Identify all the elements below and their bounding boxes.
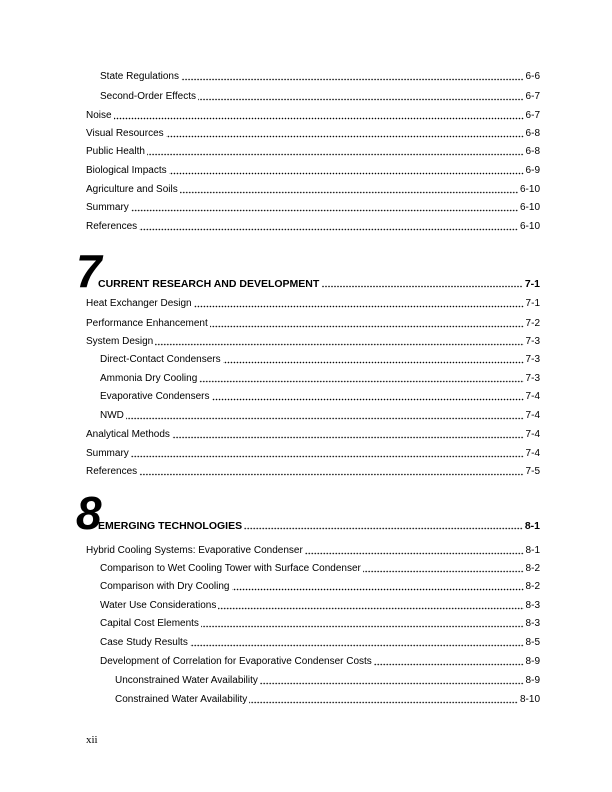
toc-entry-title: Evaporative Condensers <box>100 391 210 402</box>
toc-entry-title: Visual Resources <box>86 128 164 139</box>
toc-entry-page: 8-1 <box>525 545 540 556</box>
dot-leader <box>232 588 524 591</box>
toc-entry-page: 8-9 <box>525 656 540 667</box>
toc-entry-title: Direct-Contact Condensers <box>100 354 221 365</box>
dot-leader <box>131 209 518 212</box>
toc-entry-title: Heat Exchanger Design <box>86 298 192 309</box>
toc-entry-page: 7-3 <box>525 354 540 365</box>
toc-entry-page: 6-6 <box>525 71 540 82</box>
toc-entry-page: 6-10 <box>519 221 540 232</box>
toc-entry-page: 7-4 <box>525 410 540 421</box>
toc-entry-title: Comparison to Wet Cooling Tower with Surface Condenser <box>100 563 361 574</box>
dot-leader <box>212 398 524 401</box>
chapter-title-row <box>98 520 540 532</box>
toc-entry-page: 8-9 <box>525 675 540 686</box>
dot-leader <box>147 153 524 156</box>
toc-entry[interactable] <box>86 184 540 196</box>
dot-leader <box>199 380 523 383</box>
dot-leader <box>126 417 524 420</box>
toc-entry-page: 8-3 <box>525 618 540 629</box>
toc-entry-title: Unconstrained Water Availability <box>115 675 258 686</box>
toc-entry[interactable] <box>115 675 540 687</box>
toc-entry[interactable] <box>86 298 540 310</box>
toc-entry[interactable] <box>100 656 540 668</box>
dot-leader <box>244 527 523 530</box>
dot-leader <box>166 135 524 138</box>
toc-entry-title: Biological Impacts <box>86 165 167 176</box>
toc-entry[interactable] <box>86 318 540 330</box>
dot-leader <box>321 285 523 288</box>
chapter-page: 7-1 <box>524 278 540 290</box>
toc-entry-title: Public Health <box>86 146 145 157</box>
chapter-heading[interactable] <box>76 245 540 297</box>
toc-entry-page: 6-10 <box>519 184 540 195</box>
dot-leader <box>249 701 518 704</box>
chapter-number: 8 <box>76 487 100 539</box>
toc-entry[interactable] <box>86 202 540 214</box>
dot-leader <box>172 436 524 439</box>
toc-entry-title: Analytical Methods <box>86 429 170 440</box>
toc-entry-page: 8-5 <box>525 637 540 648</box>
dot-leader <box>155 343 523 346</box>
toc-entry-title: Agriculture and Soils <box>86 184 178 195</box>
toc-entry-page: 8-2 <box>525 563 540 574</box>
toc-entry-page: 6-9 <box>525 165 540 176</box>
toc-entry[interactable] <box>100 391 540 403</box>
dot-leader <box>139 473 523 476</box>
toc-entry-title: System Design <box>86 336 154 347</box>
toc-entry-title: Performance Enhancement <box>86 318 208 329</box>
toc-entry-title: Hybrid Cooling Systems: Evaporative Condenser <box>86 545 303 556</box>
toc-entry[interactable] <box>115 694 540 706</box>
toc-entry-page: 6-8 <box>525 146 540 157</box>
toc-entry[interactable] <box>86 429 540 441</box>
toc-entry-title: Ammonia Dry Cooling <box>100 373 198 384</box>
dot-leader <box>169 172 524 175</box>
dot-leader <box>131 455 524 458</box>
toc-entry[interactable] <box>86 110 540 122</box>
dot-leader <box>305 552 524 555</box>
dot-leader <box>139 228 518 231</box>
dot-leader <box>363 570 524 573</box>
chapter-title: CURRENT RESEARCH AND DEVELOPMENT <box>98 278 320 290</box>
toc-entry[interactable] <box>100 637 540 649</box>
toc-entry[interactable] <box>86 165 540 177</box>
dot-leader <box>374 663 524 666</box>
dot-leader <box>180 191 518 194</box>
dot-leader <box>198 98 524 101</box>
toc-entry-title: Capital Cost Elements <box>100 618 199 629</box>
toc-entry-title: Noise <box>86 110 112 121</box>
toc-entry[interactable] <box>100 91 540 103</box>
toc-entry[interactable] <box>86 221 540 233</box>
toc-entry[interactable] <box>86 146 540 158</box>
toc-entry-page: 7-5 <box>525 466 540 477</box>
toc-entry-title: Constrained Water Availability <box>115 694 248 705</box>
dot-leader <box>190 644 524 647</box>
toc-entry-title: Summary <box>86 448 129 459</box>
toc-entry[interactable] <box>100 581 540 593</box>
toc-entry-page: 8-3 <box>525 600 540 611</box>
toc-entry-page: 8-2 <box>525 581 540 592</box>
toc-entry[interactable] <box>100 354 540 366</box>
dot-leader <box>210 325 524 328</box>
toc-entry[interactable] <box>100 373 540 385</box>
toc-entry-page: 6-8 <box>525 128 540 139</box>
toc-entry[interactable] <box>86 466 540 478</box>
toc-entry-title: Water Use Considerations <box>100 600 217 611</box>
toc-entry-page: 7-3 <box>525 336 540 347</box>
toc-entry-page: 7-4 <box>525 391 540 402</box>
toc-entry-page: 6-7 <box>525 110 540 121</box>
toc-entry-page: 6-10 <box>519 202 540 213</box>
toc-entry-title: References <box>86 221 138 232</box>
toc-entry[interactable] <box>86 448 540 460</box>
chapter-title-row <box>98 278 540 290</box>
toc-entry[interactable] <box>86 545 540 557</box>
toc-entry-title: References <box>86 466 138 477</box>
toc-entry[interactable] <box>100 618 540 630</box>
dot-leader <box>181 78 524 81</box>
chapter-page: 8-1 <box>524 520 540 532</box>
toc-entry-page: 7-4 <box>525 448 540 459</box>
dot-leader <box>223 361 524 364</box>
toc-entry[interactable] <box>100 71 540 83</box>
toc-entry-title: State Regulations <box>100 71 179 82</box>
page-number: xii <box>86 734 98 746</box>
toc-entry[interactable] <box>86 128 540 140</box>
chapter-number: 7 <box>76 245 100 297</box>
toc-entry-title: Summary <box>86 202 129 213</box>
toc-entry-page: 7-1 <box>525 298 540 309</box>
toc-entry-title: Second-Order Effects <box>100 91 196 102</box>
toc-entry-title: Case Study Results <box>100 637 188 648</box>
dot-leader <box>201 625 524 628</box>
toc-entry[interactable] <box>100 563 540 575</box>
chapter-title: EMERGING TECHNOLOGIES <box>98 520 243 532</box>
toc-entry-page: 7-4 <box>525 429 540 440</box>
toc-entry-page: 7-3 <box>525 373 540 384</box>
toc-entry-page: 6-7 <box>525 91 540 102</box>
toc-entry-title: Comparison with Dry Cooling <box>100 581 230 592</box>
toc-entry[interactable] <box>86 336 540 348</box>
toc-entry[interactable] <box>100 600 540 612</box>
toc-entry-page: 8-10 <box>519 694 540 705</box>
toc-entry-title: NWD <box>100 410 124 421</box>
toc-entry-title: Development of Correlation for Evaporative Condenser Costs <box>100 656 372 667</box>
dot-leader <box>114 117 524 120</box>
toc-entry-page: 7-2 <box>525 318 540 329</box>
dot-leader <box>260 682 524 685</box>
toc-entry[interactable] <box>100 410 540 422</box>
chapter-heading[interactable] <box>76 487 540 539</box>
dot-leader <box>218 607 523 610</box>
dot-leader <box>194 305 524 308</box>
